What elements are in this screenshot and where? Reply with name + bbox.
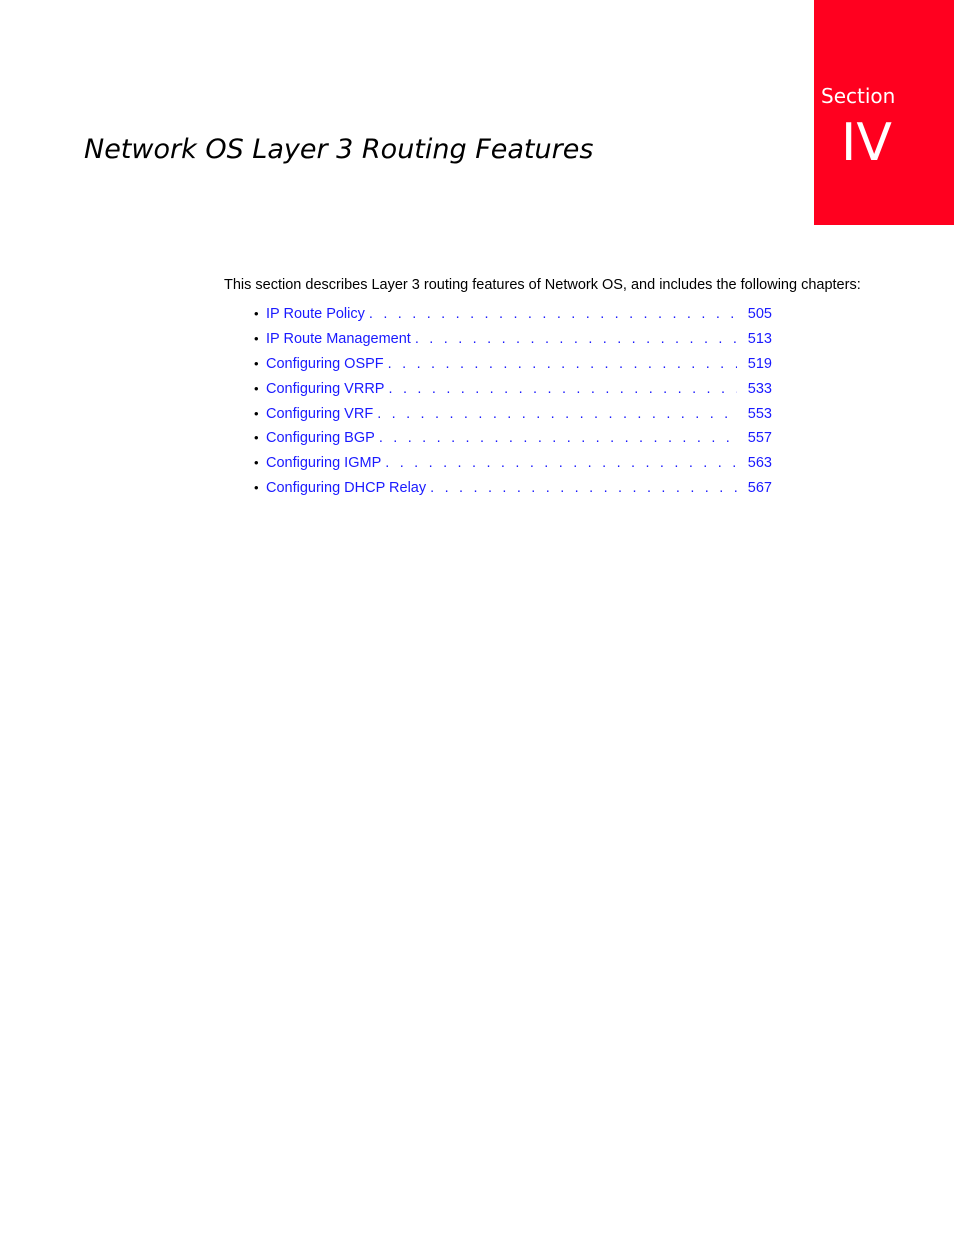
bullet-icon: •: [254, 330, 259, 346]
toc-link-configuring-bgp[interactable]: Configuring BGP: [266, 430, 375, 447]
toc-page-configuring-igmp[interactable]: 563: [747, 455, 772, 472]
toc-link-configuring-vrf[interactable]: Configuring VRF: [266, 405, 374, 422]
toc-page-configuring-vrrp[interactable]: 533: [747, 380, 772, 397]
bullet-icon: •: [254, 355, 259, 371]
section-tab: [814, 0, 954, 225]
chapter-list: [254, 304, 772, 503]
bullet-icon: •: [254, 430, 259, 446]
toc-page-configuring-bgp[interactable]: 557: [747, 430, 772, 447]
bullet-icon: •: [254, 380, 259, 396]
dot-leader: [377, 404, 737, 424]
intro-paragraph: This section describes Layer 3 routing features of Network OS, and includes the following chapters:: [224, 277, 861, 293]
toc-item-ip-route-management: [254, 329, 772, 354]
dot-leader: [388, 379, 737, 399]
dot-leader: [415, 329, 737, 349]
toc-page-ip-route-management[interactable]: 513: [747, 330, 772, 347]
section-numeral: IV: [841, 113, 892, 173]
bullet-icon: •: [254, 306, 259, 321]
toc-page-configuring-vrf[interactable]: 553: [747, 405, 772, 422]
toc-item-ip-route-policy: [254, 304, 772, 329]
dot-leader: [379, 428, 737, 448]
bullet-icon: •: [254, 405, 259, 421]
dot-leader: [388, 354, 737, 374]
toc-page-configuring-dhcp-relay[interactable]: 567: [747, 480, 772, 497]
toc-page-ip-route-policy[interactable]: 505: [747, 306, 772, 322]
dot-leader: [385, 453, 737, 473]
dot-leader: [369, 304, 737, 324]
toc-link-configuring-dhcp-relay[interactable]: Configuring DHCP Relay: [266, 480, 427, 497]
page-title: Network OS Layer 3 Routing Features: [84, 134, 594, 165]
toc-link-configuring-vrrp[interactable]: Configuring VRRP: [266, 380, 385, 397]
toc-item-configuring-bgp: [254, 428, 772, 453]
dot-leader: [430, 478, 737, 498]
toc-link-ip-route-management[interactable]: IP Route Management: [266, 330, 411, 347]
toc-link-ip-route-policy[interactable]: IP Route Policy: [266, 306, 365, 322]
toc-link-configuring-ospf[interactable]: Configuring OSPF: [266, 355, 384, 372]
bullet-icon: •: [254, 480, 259, 496]
toc-item-configuring-ospf: [254, 354, 772, 379]
section-label: Section: [821, 84, 896, 108]
toc-page-configuring-ospf[interactable]: 519: [747, 355, 772, 372]
toc-item-configuring-vrrp: [254, 379, 772, 404]
toc-link-configuring-igmp[interactable]: Configuring IGMP: [266, 455, 382, 472]
toc-item-configuring-vrf: [254, 404, 772, 429]
toc-item-configuring-igmp: [254, 453, 772, 478]
bullet-icon: •: [254, 455, 259, 471]
toc-item-configuring-dhcp-relay: [254, 478, 772, 503]
